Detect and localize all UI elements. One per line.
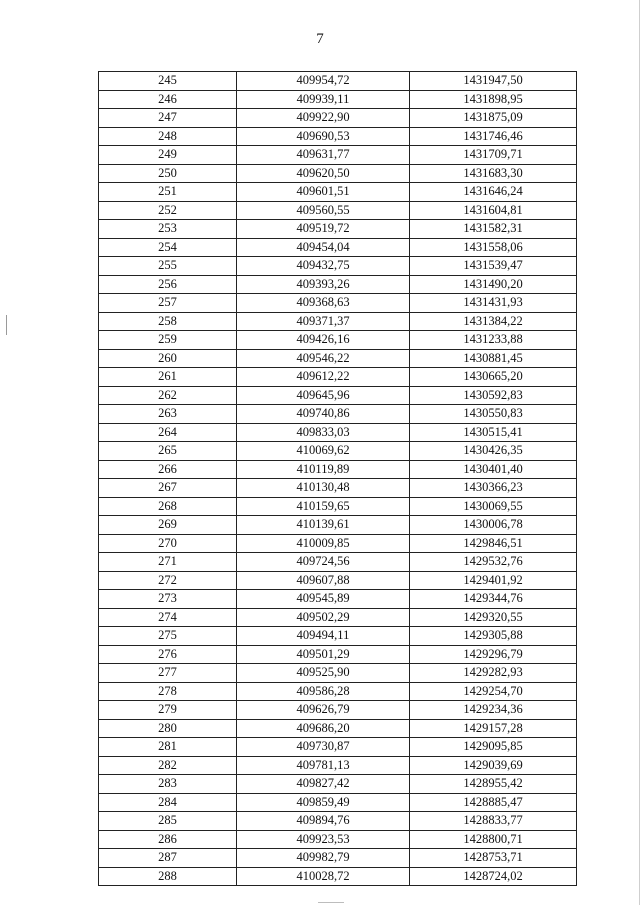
y-coordinate-cell: 1429282,93 — [410, 664, 577, 683]
point-number-cell: 271 — [99, 553, 237, 572]
point-number-cell: 249 — [99, 146, 237, 165]
x-coordinate-cell: 409954,72 — [237, 72, 410, 91]
table-row — [99, 793, 577, 812]
x-coordinate-cell: 409393,26 — [237, 275, 410, 294]
point-number-cell: 251 — [99, 183, 237, 202]
point-number-cell: 245 — [99, 72, 237, 91]
y-coordinate-cell: 1431539,47 — [410, 257, 577, 276]
x-coordinate-cell: 409601,51 — [237, 183, 410, 202]
x-coordinate-cell: 409432,75 — [237, 257, 410, 276]
point-number-cell: 273 — [99, 590, 237, 609]
y-coordinate-cell: 1429039,69 — [410, 756, 577, 775]
x-coordinate-cell: 410119,89 — [237, 460, 410, 479]
x-coordinate-cell: 409781,13 — [237, 756, 410, 775]
y-coordinate-cell: 1428724,02 — [410, 867, 577, 886]
y-coordinate-cell: 1429320,55 — [410, 608, 577, 627]
x-coordinate-cell: 409690,53 — [237, 127, 410, 146]
x-coordinate-cell: 409631,77 — [237, 146, 410, 165]
point-number-cell: 256 — [99, 275, 237, 294]
x-coordinate-cell: 409501,29 — [237, 645, 410, 664]
x-coordinate-cell: 410139,61 — [237, 516, 410, 535]
table-row — [99, 867, 577, 886]
x-coordinate-cell: 409620,50 — [237, 164, 410, 183]
table-row — [99, 849, 577, 868]
point-number-cell: 280 — [99, 719, 237, 738]
table-row — [99, 719, 577, 738]
table-row — [99, 294, 577, 313]
x-coordinate-cell: 409502,29 — [237, 608, 410, 627]
x-coordinate-cell: 410069,62 — [237, 442, 410, 461]
y-coordinate-cell: 1429401,92 — [410, 571, 577, 590]
y-coordinate-cell: 1431875,09 — [410, 109, 577, 128]
y-coordinate-cell: 1428955,42 — [410, 775, 577, 794]
table-row — [99, 146, 577, 165]
point-number-cell: 264 — [99, 423, 237, 442]
x-coordinate-cell: 409371,37 — [237, 312, 410, 331]
table-row — [99, 645, 577, 664]
y-coordinate-cell: 1428885,47 — [410, 793, 577, 812]
point-number-cell: 269 — [99, 516, 237, 535]
table-row — [99, 775, 577, 794]
x-coordinate-cell: 409923,53 — [237, 830, 410, 849]
y-coordinate-cell: 1430665,20 — [410, 368, 577, 387]
point-number-cell: 266 — [99, 460, 237, 479]
point-number-cell: 270 — [99, 534, 237, 553]
x-coordinate-cell: 409859,49 — [237, 793, 410, 812]
y-coordinate-cell: 1431558,06 — [410, 238, 577, 257]
point-number-cell: 279 — [99, 701, 237, 720]
x-coordinate-cell: 409494,11 — [237, 627, 410, 646]
x-coordinate-cell: 409730,87 — [237, 738, 410, 757]
x-coordinate-cell: 409607,88 — [237, 571, 410, 590]
y-coordinate-cell: 1429234,36 — [410, 701, 577, 720]
y-coordinate-cell: 1430006,78 — [410, 516, 577, 535]
y-coordinate-cell: 1431384,22 — [410, 312, 577, 331]
point-number-cell: 246 — [99, 90, 237, 109]
x-coordinate-cell: 410028,72 — [237, 867, 410, 886]
point-number-cell: 275 — [99, 627, 237, 646]
table-row — [99, 405, 577, 424]
x-coordinate-cell: 409922,90 — [237, 109, 410, 128]
point-number-cell: 265 — [99, 442, 237, 461]
point-number-cell: 261 — [99, 368, 237, 387]
y-coordinate-cell: 1430550,83 — [410, 405, 577, 424]
y-coordinate-cell: 1428833,77 — [410, 812, 577, 831]
table-row — [99, 682, 577, 701]
y-coordinate-cell: 1431746,46 — [410, 127, 577, 146]
table-row — [99, 164, 577, 183]
point-number-cell: 263 — [99, 405, 237, 424]
x-coordinate-cell: 409686,20 — [237, 719, 410, 738]
y-coordinate-cell: 1429305,88 — [410, 627, 577, 646]
x-coordinate-cell: 409827,42 — [237, 775, 410, 794]
y-coordinate-cell: 1429157,28 — [410, 719, 577, 738]
x-coordinate-cell: 409645,96 — [237, 386, 410, 405]
point-number-cell: 281 — [99, 738, 237, 757]
y-coordinate-cell: 1429344,76 — [410, 590, 577, 609]
y-coordinate-cell: 1430401,40 — [410, 460, 577, 479]
point-number-cell: 254 — [99, 238, 237, 257]
table-row — [99, 90, 577, 109]
x-coordinate-cell: 409982,79 — [237, 849, 410, 868]
y-coordinate-cell: 1431431,93 — [410, 294, 577, 313]
scan-bottom-mark — [318, 902, 344, 903]
table-row — [99, 423, 577, 442]
x-coordinate-cell: 409368,63 — [237, 294, 410, 313]
y-coordinate-cell: 1430366,23 — [410, 479, 577, 498]
x-coordinate-cell: 409626,79 — [237, 701, 410, 720]
table-row — [99, 738, 577, 757]
y-coordinate-cell: 1431490,20 — [410, 275, 577, 294]
x-coordinate-cell: 409546,22 — [237, 349, 410, 368]
table-row — [99, 368, 577, 387]
table-row — [99, 312, 577, 331]
x-coordinate-cell: 409612,22 — [237, 368, 410, 387]
point-number-cell: 255 — [99, 257, 237, 276]
y-coordinate-cell: 1428753,71 — [410, 849, 577, 868]
y-coordinate-cell: 1430881,45 — [410, 349, 577, 368]
y-coordinate-cell: 1430426,35 — [410, 442, 577, 461]
x-coordinate-cell: 409740,86 — [237, 405, 410, 424]
scan-margin-mark — [6, 315, 7, 335]
coordinates-table — [98, 71, 577, 886]
point-number-cell: 268 — [99, 497, 237, 516]
point-number-cell: 287 — [99, 849, 237, 868]
y-coordinate-cell: 1429296,79 — [410, 645, 577, 664]
y-coordinate-cell: 1431582,31 — [410, 220, 577, 239]
x-coordinate-cell: 409833,03 — [237, 423, 410, 442]
point-number-cell: 278 — [99, 682, 237, 701]
table-row — [99, 220, 577, 239]
table-row — [99, 257, 577, 276]
point-number-cell: 252 — [99, 201, 237, 220]
y-coordinate-cell: 1431947,50 — [410, 72, 577, 91]
point-number-cell: 272 — [99, 571, 237, 590]
point-number-cell: 284 — [99, 793, 237, 812]
point-number-cell: 277 — [99, 664, 237, 683]
y-coordinate-cell: 1428800,71 — [410, 830, 577, 849]
x-coordinate-cell: 410159,65 — [237, 497, 410, 516]
y-coordinate-cell: 1431683,30 — [410, 164, 577, 183]
y-coordinate-cell: 1430069,55 — [410, 497, 577, 516]
point-number-cell: 253 — [99, 220, 237, 239]
table-row — [99, 516, 577, 535]
table-row — [99, 183, 577, 202]
x-coordinate-cell: 410130,48 — [237, 479, 410, 498]
table-row — [99, 830, 577, 849]
table-row — [99, 627, 577, 646]
point-number-cell: 282 — [99, 756, 237, 775]
table-row — [99, 664, 577, 683]
point-number-cell: 262 — [99, 386, 237, 405]
table-row — [99, 608, 577, 627]
point-number-cell: 259 — [99, 331, 237, 350]
table-row — [99, 109, 577, 128]
point-number-cell: 276 — [99, 645, 237, 664]
y-coordinate-cell: 1429532,76 — [410, 553, 577, 572]
y-coordinate-cell: 1430592,83 — [410, 386, 577, 405]
x-coordinate-cell: 409525,90 — [237, 664, 410, 683]
point-number-cell: 274 — [99, 608, 237, 627]
table-row — [99, 701, 577, 720]
x-coordinate-cell: 409586,28 — [237, 682, 410, 701]
table-row — [99, 571, 577, 590]
y-coordinate-cell: 1431604,81 — [410, 201, 577, 220]
y-coordinate-cell: 1431646,24 — [410, 183, 577, 202]
y-coordinate-cell: 1429254,70 — [410, 682, 577, 701]
point-number-cell: 283 — [99, 775, 237, 794]
x-coordinate-cell: 409545,89 — [237, 590, 410, 609]
table-row — [99, 201, 577, 220]
point-number-cell: 260 — [99, 349, 237, 368]
point-number-cell: 286 — [99, 830, 237, 849]
y-coordinate-cell: 1430515,41 — [410, 423, 577, 442]
table-row — [99, 442, 577, 461]
x-coordinate-cell: 409894,76 — [237, 812, 410, 831]
point-number-cell: 257 — [99, 294, 237, 313]
table-row — [99, 497, 577, 516]
point-number-cell: 258 — [99, 312, 237, 331]
table-row — [99, 275, 577, 294]
table-row — [99, 460, 577, 479]
x-coordinate-cell: 409939,11 — [237, 90, 410, 109]
y-coordinate-cell: 1431898,95 — [410, 90, 577, 109]
y-coordinate-cell: 1429095,85 — [410, 738, 577, 757]
point-number-cell: 248 — [99, 127, 237, 146]
table-row — [99, 756, 577, 775]
table-row — [99, 349, 577, 368]
x-coordinate-cell: 409426,16 — [237, 331, 410, 350]
x-coordinate-cell: 409519,72 — [237, 220, 410, 239]
coordinates-table-body — [99, 72, 577, 886]
x-coordinate-cell: 409454,04 — [237, 238, 410, 257]
point-number-cell: 247 — [99, 109, 237, 128]
table-row — [99, 72, 577, 91]
point-number-cell: 285 — [99, 812, 237, 831]
table-row — [99, 127, 577, 146]
x-coordinate-cell: 409724,56 — [237, 553, 410, 572]
table-row — [99, 386, 577, 405]
y-coordinate-cell: 1431709,71 — [410, 146, 577, 165]
table-row — [99, 812, 577, 831]
y-coordinate-cell: 1431233,88 — [410, 331, 577, 350]
page-number: 7 — [316, 31, 324, 47]
point-number-cell: 267 — [99, 479, 237, 498]
x-coordinate-cell: 409560,55 — [237, 201, 410, 220]
table-row — [99, 534, 577, 553]
table-row — [99, 590, 577, 609]
table-row — [99, 238, 577, 257]
table-row — [99, 479, 577, 498]
y-coordinate-cell: 1429846,51 — [410, 534, 577, 553]
x-coordinate-cell: 410009,85 — [237, 534, 410, 553]
point-number-cell: 288 — [99, 867, 237, 886]
point-number-cell: 250 — [99, 164, 237, 183]
table-row — [99, 553, 577, 572]
table-row — [99, 331, 577, 350]
